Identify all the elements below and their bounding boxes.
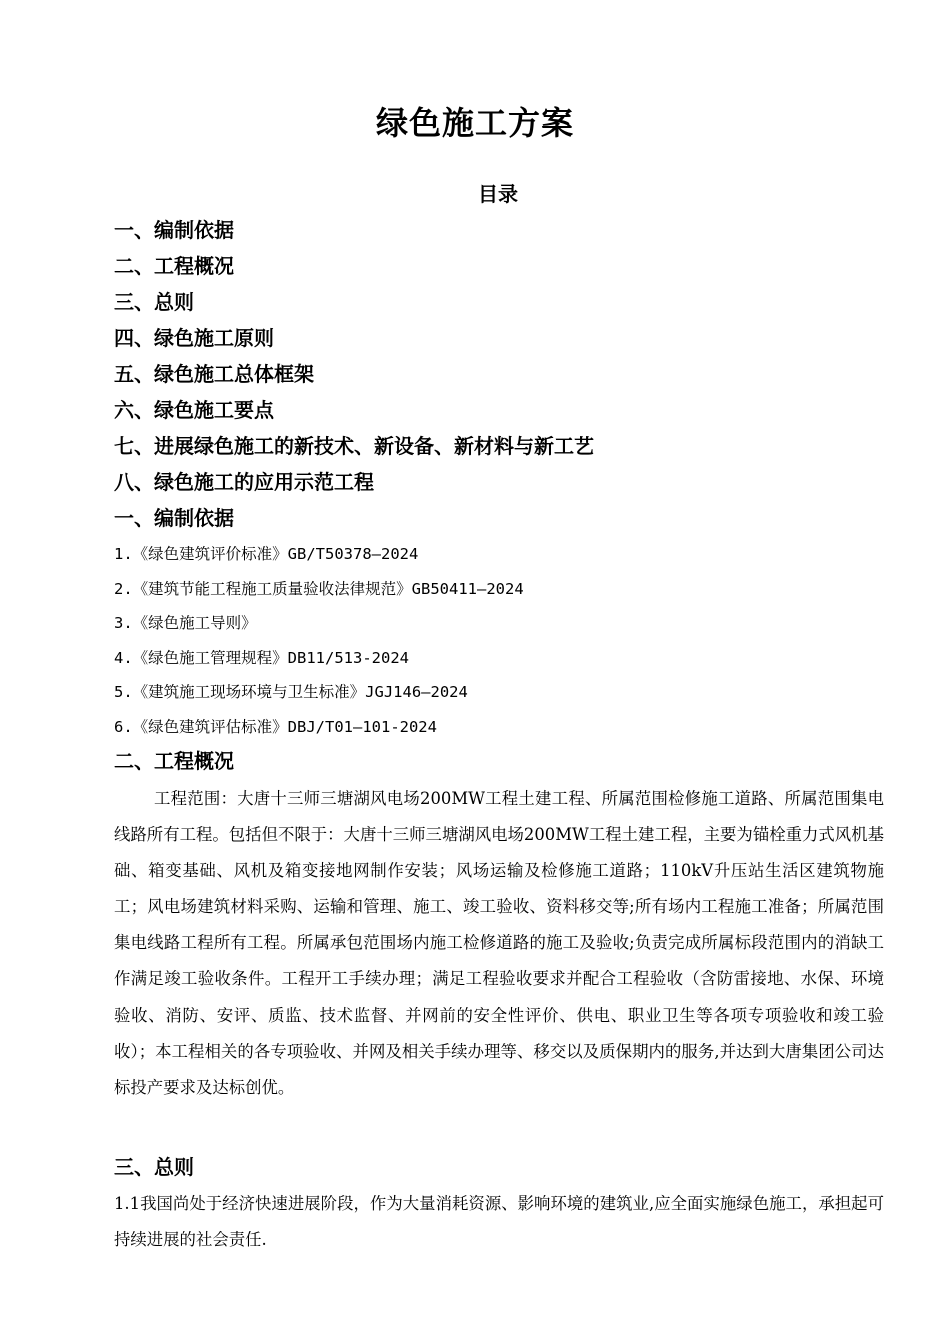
toc-item[interactable]: 七、进展绿色施工的新技术、新设备、新材料与新工艺	[114, 434, 594, 458]
general-paragraph: 1.1我国尚处于经济快速进展阶段，作为大量消耗资源、影响环境的建筑业,应全面实施绿色施工，承担起可持续进展的社会责任.	[114, 1194, 884, 1250]
toc-item[interactable]: 一、编制依据	[114, 218, 234, 242]
reference-item: 4.《绿色施工管理规程》DB11/513-2024	[114, 649, 409, 667]
reference-item: 1.《绿色建筑评价标准》GB/T50378—2024	[114, 545, 419, 563]
section-heading-basis: 一、编制依据	[114, 506, 234, 530]
reference-item: 6.《绿色建筑评估标准》DBJ/T01—101-2024	[114, 718, 437, 736]
section-heading-general: 三、总则	[114, 1155, 194, 1179]
toc-title: 目录	[478, 182, 518, 206]
section-heading-overview: 二、工程概况	[114, 749, 234, 773]
toc-item[interactable]: 五、绿色施工总体框架	[114, 362, 314, 386]
reference-item: 2.《建筑节能工程施工质量验收法律规范》GB50411—2024	[114, 580, 524, 598]
toc-item[interactable]: 三、总则	[114, 290, 194, 314]
overview-paragraph: 工程范围：大唐十三师三塘湖风电场200MW工程土建工程、所属范围检修施工道路、所属范围集电线路所有工程。包括但不限于：大唐十三师三塘湖风电场200MW工程土建工程，主要为锚栓重力式风机基础、箱变基础、风机及箱变接地网制作安装；风场运输及检修施工道路；110kV升压站生活区建筑物施工；风电场建筑材料采购、运输和管理、施工、竣工验收、资料移交等;所有场内工程施工准备；所属范围集电线路工程所有工程。所属承包范围场内施工检修道路的施工及验收;负责完成所属标段范围内的消缺工作满足竣工验收条件。工程开工手续办理；满足工程验收要求并配合工程验收（含防雷接地、水保、环境验收、消防、安评、质监、技术监督、并网前的安全性评价、供电、职业卫生等各项专项验收和竣工验收）；本工程相关的各专项验收、并网及相关手续办理等、移交以及质保期内的服务,并达到大唐集团公司达标投产要求及达标创优。	[114, 789, 884, 1097]
toc-item[interactable]: 二、工程概况	[114, 254, 234, 278]
reference-item: 3.《绿色施工导则》	[114, 614, 257, 632]
reference-item: 5.《建筑施工现场环境与卫生标准》JGJ146—2024	[114, 683, 468, 701]
toc-item[interactable]: 六、绿色施工要点	[114, 398, 274, 422]
toc-item[interactable]: 四、绿色施工原则	[114, 326, 274, 350]
toc-item[interactable]: 八、绿色施工的应用示范工程	[114, 470, 374, 494]
document-title: 绿色施工方案	[375, 104, 574, 142]
